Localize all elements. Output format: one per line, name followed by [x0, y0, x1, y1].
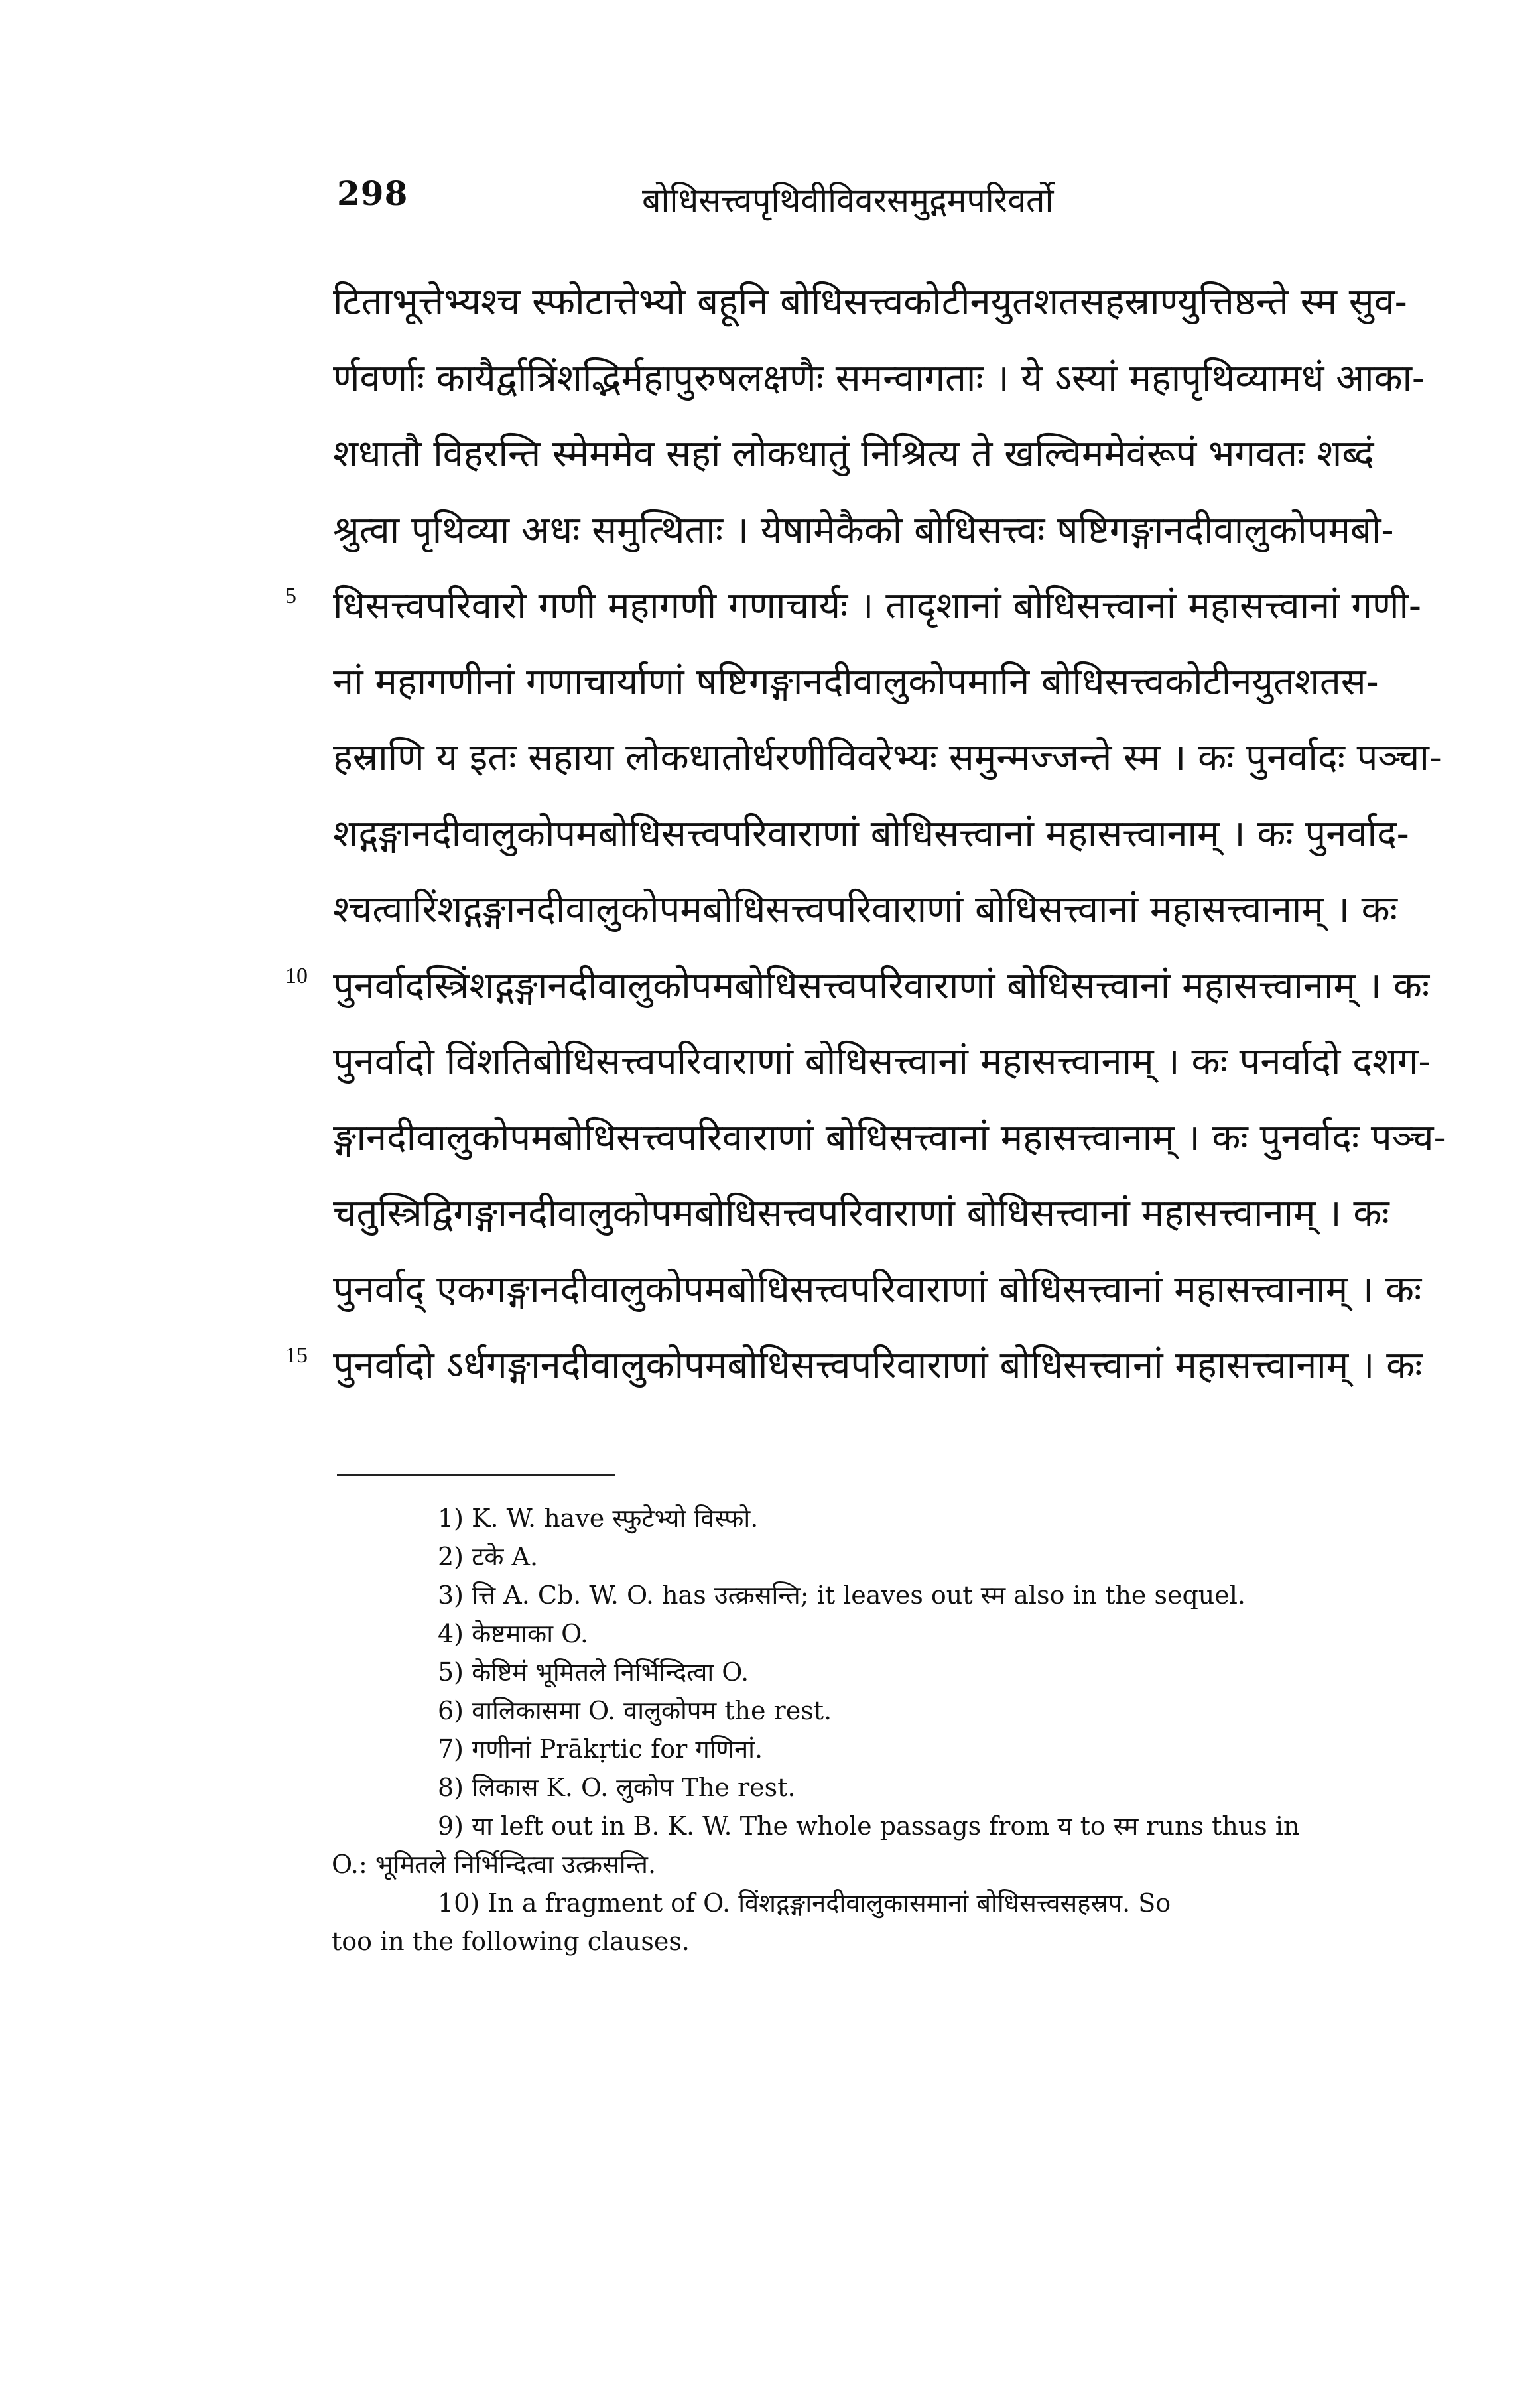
line-text: धिसत्त्वपरिवारो गणी महागणी गणाचार्यः । तादृशानां बोधिसत्त्वानां महासत्त्वानां गणी- — [333, 584, 1421, 627]
text-line — [285, 1329, 1479, 1405]
footnote: 6) वालिकासमा O. वालुकोपम the rest. — [438, 1696, 832, 1725]
page-header — [337, 174, 1464, 227]
main-text — [285, 265, 1479, 1405]
footnote: 8) लिकास K. O. लुकोप The rest. — [438, 1773, 796, 1802]
line-text: चतुस्त्रिद्विगङ्गानदीवालुकोपमबोधिसत्त्वपरिवाराणां बोधिसत्त्वानां महासत्त्वानाम् । कः — [333, 1192, 1389, 1235]
text-line — [285, 342, 1479, 418]
text-line — [285, 645, 1479, 722]
line-text: पुनर्वाद् एकगङ्गानदीवालुकोपमबोधिसत्त्वपरिवाराणां बोधिसत्त्वानां महासत्त्वानाम् । कः — [333, 1267, 1422, 1311]
line-number: 5 — [285, 584, 296, 608]
footnote-continuation: too in the following clauses. — [332, 1927, 690, 1956]
line-number: 15 — [285, 1343, 308, 1368]
line-text: पुनर्वादस्त्रिंशद्गङ्गानदीवालुकोपमबोधिसत्त्वपरिवाराणां बोधिसत्त्वानां महासत्त्वानाम् । कः — [333, 964, 1430, 1007]
footnote — [332, 1884, 1472, 1961]
text-line — [285, 721, 1479, 797]
line-text: टिताभूत्तेभ्यश्च स्फोटात्तेभ्यो बहूनि बोधिसत्त्वकोटीनयुतशतसहस्राण्युत्तिष्ठन्ते स्म सुव- — [333, 281, 1407, 324]
page-number: 298 — [337, 174, 409, 213]
line-text: शधातौ विहरन्ति स्मेममेव सहां लोकधातुं निश्रित्य ते खल्विममेवंरूपं भगवतः शब्दं — [333, 432, 1374, 476]
text-line — [285, 797, 1479, 874]
footnote: 1) K. W. have स्फुटेभ्यो विस्फो. — [438, 1504, 759, 1533]
footnote — [332, 1807, 1472, 1884]
footnote: 2) टके A. — [438, 1542, 539, 1571]
line-text: शद्गङ्गानदीवालुकोपमबोधिसत्त्वपरिवाराणां बोधिसत्त्वानां महासत्त्वानाम् । कः पुनर्वाद- — [333, 812, 1409, 856]
text-line — [285, 1177, 1479, 1253]
text-line — [285, 265, 1479, 342]
text-line — [285, 873, 1479, 949]
footnote-text: 10) In a fragment of O. विंशद्गङ्गानदीवालुकासमानां बोधिसत्त्वसहस्रप. So — [438, 1888, 1171, 1917]
line-text: पुनर्वादो विंशतिबोधिसत्त्वपरिवाराणां बोधिसत्त्वानां महासत्त्वानाम् । कः पनर्वादो दशग- — [333, 1040, 1431, 1083]
footnote-divider — [337, 1474, 615, 1476]
text-line — [285, 569, 1479, 645]
footnotes — [332, 1499, 1472, 1961]
line-text: श्चत्वारिंशद्गङ्गानदीवालुकोपमबोधिसत्त्वपरिवाराणां बोधिसत्त्वानां महासत्त्वानाम् । कः — [333, 888, 1397, 931]
text-line — [285, 1253, 1479, 1329]
line-text: हस्राणि य इतः सहाया लोकधातोर्धरणीविवरेभ्यः समुन्मज्जन्ते स्म । कः पुनर्वादः पञ्चा- — [333, 736, 1442, 779]
text-line — [285, 949, 1479, 1025]
text-line — [285, 1101, 1479, 1177]
footnote: 5) केष्टिमं भूमितले निर्भिन्दित्वा O. — [438, 1657, 749, 1687]
text-line — [285, 493, 1479, 570]
footnote: 7) गणीनां Prākṛtic for गणिनां. — [438, 1734, 763, 1764]
text-line — [285, 417, 1479, 493]
text-line — [285, 1025, 1479, 1101]
line-text: श्रुत्वा पृथिव्या अधः समुत्थिताः । येषामेकैको बोधिसत्त्वः षष्टिगङ्गानदीवालुकोपमबो- — [333, 508, 1394, 552]
line-text: पुनर्वादो ऽर्धगङ्गानदीवालुकोपमबोधिसत्त्वपरिवाराणां बोधिसत्त्वानां महासत्त्वानाम् । कः — [333, 1344, 1423, 1387]
footnote-continuation: O.: भूमितले निर्भिन्दित्वा उत्क्रसन्ति. — [332, 1850, 657, 1879]
footnote-text: 9) या left out in B. K. W. The whole passags from य to स्म runs thus in — [438, 1811, 1300, 1841]
footnote: 3) त्ति A. Cb. W. O. has उत्क्रसन्ति; it leaves out स्म also in the sequel. — [438, 1581, 1246, 1610]
footnote: 4) केष्टमाका O. — [438, 1619, 589, 1648]
line-number: 10 — [285, 963, 308, 988]
line-text: र्णवर्णाः कायैर्द्वात्रिंशद्भिर्महापुरुषलक्षणैः समन्वागताः । ये ऽस्यां महापृथिव्यामधं आका- — [333, 356, 1425, 400]
line-text: ङ्गानदीवालुकोपमबोधिसत्त्वपरिवाराणां बोधिसत्त्वानां महासत्त्वानाम् । कः पुनर्वादः पञ्च- — [333, 1116, 1446, 1159]
running-title: बोधिसत्त्वपृथिवीविवरसमुद्गमपरिवर्तो — [642, 181, 1054, 220]
line-text: नां महागणीनां गणाचार्याणां षष्टिगङ्गानदीवालुकोपमानि बोधिसत्त्वकोटीनयुतशतस- — [333, 660, 1379, 704]
